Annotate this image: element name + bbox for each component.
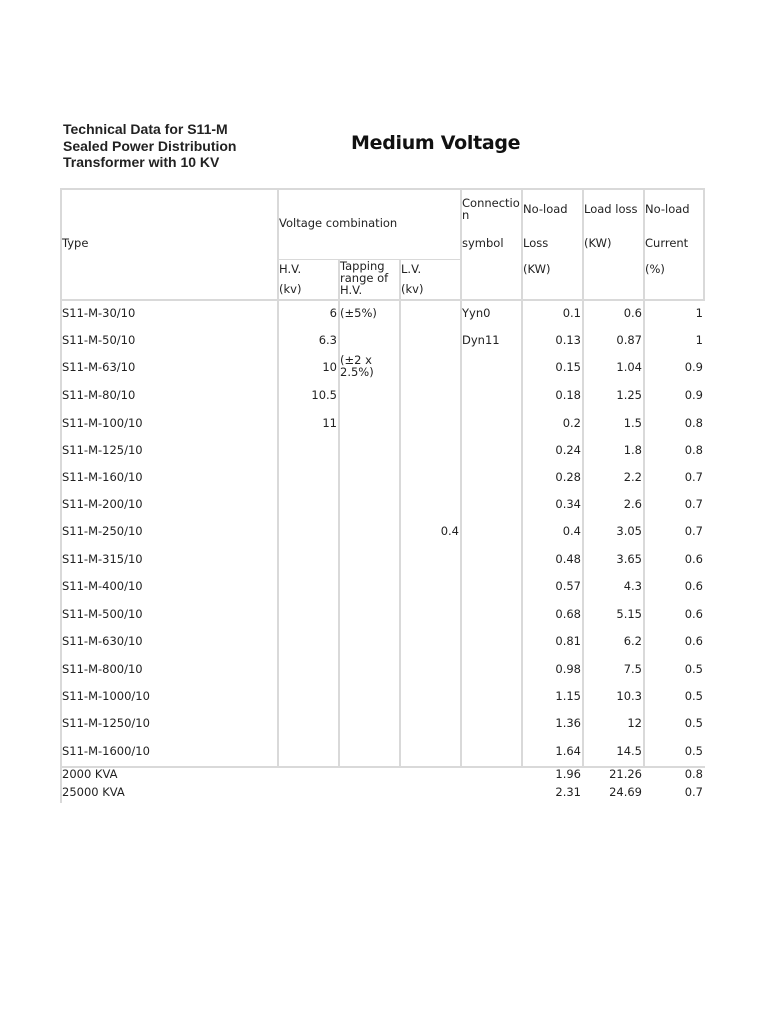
type-cell: S11-M-1000/10: [62, 689, 150, 703]
header-noload-loss-label: Loss: [523, 236, 549, 250]
header-type: Type: [62, 236, 89, 250]
load-loss-cell: 7.5: [623, 662, 642, 676]
load-loss-cell: 1.8: [623, 443, 642, 457]
page-title: Medium Voltage: [351, 132, 521, 154]
noload-loss-cell: 0.57: [555, 579, 581, 593]
noload-loss-cell: 0.18: [555, 388, 581, 402]
hv-value: 10: [322, 360, 337, 374]
hv-value: 6: [329, 306, 337, 320]
transformer-data-table: [60, 188, 705, 803]
noload-current-cell: 0.8: [684, 443, 703, 457]
hv-value: 6.3: [318, 333, 337, 347]
load-loss-cell: 1.04: [616, 360, 642, 374]
noload-current-cell: 0.8: [684, 767, 703, 781]
noload-loss-cell: 0.68: [555, 607, 581, 621]
load-loss-cell: 6.2: [623, 634, 642, 648]
noload-loss-cell: 0.1: [562, 306, 581, 320]
type-cell: 25000 KVA: [62, 785, 125, 799]
noload-loss-cell: 0.98: [555, 662, 581, 676]
noload-current-cell: 0.5: [684, 716, 703, 730]
tapping-value: (±5%): [340, 306, 377, 320]
noload-current-cell: 0.7: [684, 470, 703, 484]
noload-loss-cell: 0.24: [555, 443, 581, 457]
noload-loss-cell: 0.2: [562, 416, 581, 430]
type-cell: S11-M-200/10: [62, 497, 143, 511]
noload-current-cell: 0.9: [684, 360, 703, 374]
type-cell: S11-M-125/10: [62, 443, 143, 457]
noload-current-cell: 0.6: [684, 552, 703, 566]
type-cell: S11-M-250/10: [62, 524, 143, 538]
noload-loss-cell: 1.15: [555, 689, 581, 703]
noload-loss-cell: 0.13: [555, 333, 581, 347]
load-loss-cell: 14.5: [616, 744, 642, 758]
connection-value: Dyn11: [462, 333, 500, 347]
noload-current-cell: 0.7: [684, 524, 703, 538]
header-connection-symbol: symbol: [462, 236, 504, 250]
noload-loss-cell: 1.64: [555, 744, 581, 758]
noload-current-cell: 1: [695, 306, 703, 320]
load-loss-cell: 0.87: [616, 333, 642, 347]
type-cell: S11-M-800/10: [62, 662, 143, 676]
load-loss-cell: 2.2: [623, 470, 642, 484]
header-hv: H.V.: [279, 262, 302, 276]
column-divider: [703, 188, 705, 301]
noload-loss-cell: 0.48: [555, 552, 581, 566]
document-title-line: Technical Data for S11-M: [63, 121, 228, 137]
noload-current-cell: 0.5: [684, 744, 703, 758]
type-cell: S11-M-50/10: [62, 333, 136, 347]
noload-current-cell: 0.6: [684, 579, 703, 593]
column-divider: [460, 188, 462, 767]
noload-current-cell: 0.6: [684, 634, 703, 648]
connection-value: Yyn0: [462, 306, 491, 320]
header-connection: Connectio n: [462, 196, 520, 222]
noload-loss-cell: 1.36: [555, 716, 581, 730]
noload-loss-cell: 0.81: [555, 634, 581, 648]
noload-current-cell: 0.7: [684, 785, 703, 799]
header-load-loss-unit: (KW): [584, 236, 612, 250]
header-noload-loss-unit: (KW): [523, 262, 551, 276]
load-loss-cell: 4.3: [623, 579, 642, 593]
type-cell: S11-M-80/10: [62, 388, 136, 402]
load-loss-cell: 21.26: [609, 767, 642, 781]
document-title-line: Transformer with 10 KV: [63, 154, 220, 170]
load-loss-cell: 10.3: [616, 689, 642, 703]
column-divider: [60, 188, 62, 803]
noload-loss-cell: 1.96: [555, 767, 581, 781]
type-cell: S11-M-500/10: [62, 607, 143, 621]
header-noload-current-label: Current: [645, 236, 689, 250]
noload-current-cell: 0.6: [684, 607, 703, 621]
table-top-border: [60, 188, 705, 190]
column-divider: [399, 259, 401, 767]
type-cell: S11-M-315/10: [62, 552, 143, 566]
type-cell: S11-M-160/10: [62, 470, 143, 484]
type-cell: 2000 KVA: [62, 767, 118, 781]
noload-current-cell: 0.9: [684, 388, 703, 402]
hv-value: 11: [322, 416, 337, 430]
load-loss-cell: 1.5: [623, 416, 642, 430]
noload-loss-cell: 0.4: [562, 524, 581, 538]
type-cell: S11-M-1600/10: [62, 744, 150, 758]
hv-value: 10.5: [311, 388, 337, 402]
header-voltage-combination: Voltage combination: [279, 216, 398, 230]
type-cell: S11-M-30/10: [62, 306, 136, 320]
noload-loss-cell: 0.28: [555, 470, 581, 484]
column-divider: [338, 259, 340, 767]
noload-loss-cell: 2.31: [555, 785, 581, 799]
noload-current-cell: 0.5: [684, 662, 703, 676]
load-loss-cell: 5.15: [616, 607, 642, 621]
header-load-loss: Load loss: [584, 202, 638, 216]
header-bottom-border: [60, 299, 705, 301]
header-tapping-range: Tapping range of H.V.: [340, 259, 389, 297]
tapping-value: (±2 x 2.5%): [340, 353, 374, 379]
load-loss-cell: 3.65: [616, 552, 642, 566]
noload-current-cell: 0.7: [684, 497, 703, 511]
noload-current-cell: 0.5: [684, 689, 703, 703]
type-cell: S11-M-100/10: [62, 416, 143, 430]
noload-loss-cell: 0.15: [555, 360, 581, 374]
load-loss-cell: 1.25: [616, 388, 642, 402]
type-cell: S11-M-400/10: [62, 579, 143, 593]
noload-loss-cell: 0.34: [555, 497, 581, 511]
noload-current-cell: 1: [695, 333, 703, 347]
load-loss-cell: 0.6: [623, 306, 642, 320]
header-noload-current: No-load: [645, 202, 690, 216]
header-lv-unit: (kv): [401, 282, 424, 296]
load-loss-cell: 12: [627, 716, 642, 730]
load-loss-cell: 2.6: [623, 497, 642, 511]
document-title: [63, 121, 303, 171]
type-cell: S11-M-1250/10: [62, 716, 150, 730]
header-noload-loss: No-load: [523, 202, 568, 216]
document-title-line: Sealed Power Distribution: [63, 137, 237, 154]
type-cell: S11-M-630/10: [62, 634, 143, 648]
lv-value: 0.4: [440, 524, 459, 538]
header-hv-unit: (kv): [279, 282, 302, 296]
header-noload-current-unit: (%): [645, 262, 665, 276]
header-lv: L.V.: [401, 262, 422, 276]
load-loss-cell: 24.69: [609, 785, 642, 799]
type-cell: S11-M-63/10: [62, 360, 136, 374]
load-loss-cell: 3.05: [616, 524, 642, 538]
noload-current-cell: 0.8: [684, 416, 703, 430]
